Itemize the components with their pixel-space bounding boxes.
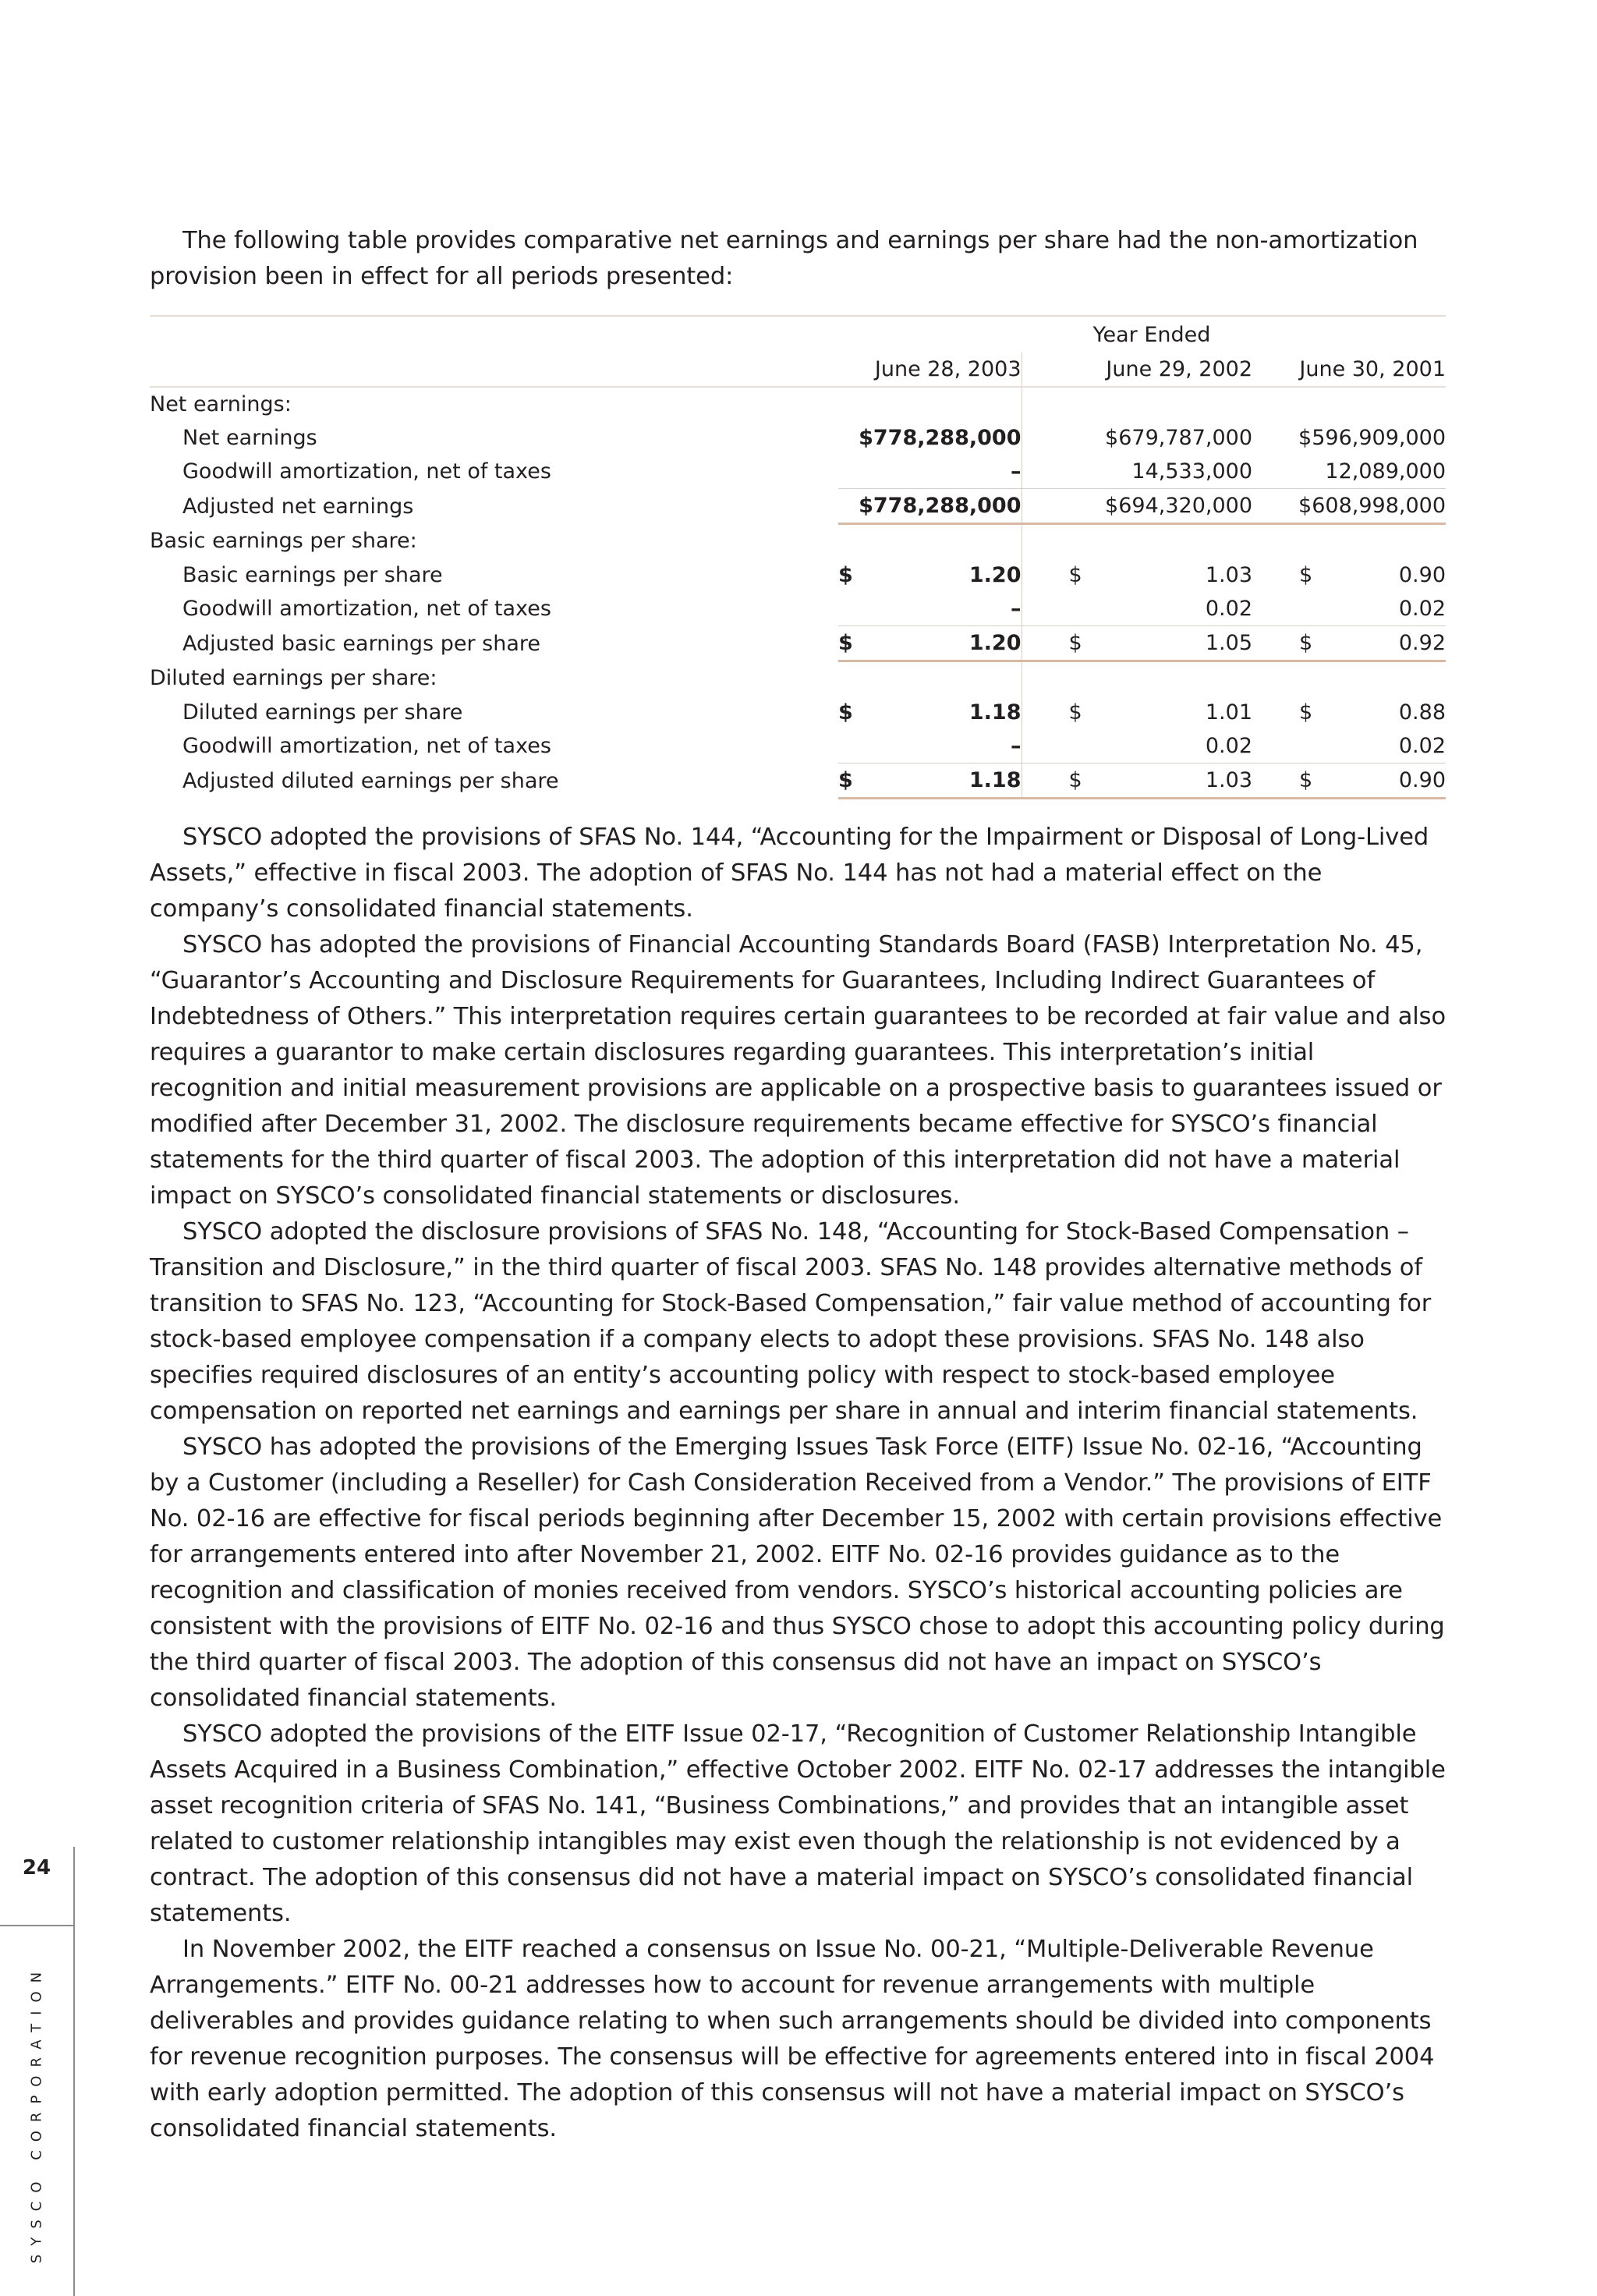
col-header-2001: June 30, 2001 bbox=[1252, 353, 1446, 387]
cell-value: 14,533,000 bbox=[1131, 459, 1252, 484]
row-label: Adjusted net earnings bbox=[182, 494, 414, 519]
cell-value: 0.02 bbox=[1398, 734, 1446, 758]
row-label: Goodwill amortization, net of taxes bbox=[182, 734, 551, 759]
currency-symbol: $ bbox=[1068, 768, 1082, 792]
cell-value: $778,288,000 bbox=[838, 421, 1022, 455]
page-content bbox=[150, 223, 1446, 2147]
cell-total: $ 1.18 bbox=[838, 764, 1022, 799]
cell-value: $ 1.03 bbox=[1022, 558, 1252, 592]
row-label: Net earnings bbox=[182, 426, 317, 450]
cell-value: $ 1.01 bbox=[1022, 696, 1252, 729]
row-label: Adjusted diluted earnings per share bbox=[182, 768, 559, 793]
cell-value: $ 0.88 bbox=[1252, 696, 1446, 729]
intro-paragraph: The following table provides comparative net earnings and earnings per share had the non-amortization provision been in effect for all periods presented: bbox=[150, 227, 1418, 290]
currency-symbol: $ bbox=[838, 563, 853, 587]
cell-value: $ 1.20 bbox=[838, 558, 1022, 592]
currency-symbol: $ bbox=[838, 700, 853, 725]
body-paragraph: SYSCO adopted the disclosure provisions of SFAS No. 148, “Accounting for Stock-Based Compensation – Transition and Disclosure,” in the third quarter of fiscal 2003. SFAS No. 148 provides alternative methods of transition to SFAS No. 123, “Accounting for Stock-Based Compensation,” fair value method of accounting for stock-based employee compensation if a company elects to adopt these provisions. SFAS No. 148 also specifies required disclosures of an entity’s accounting policy with respect to stock-based employee compensation on reported net earnings and earnings per share in annual and interim financial statements. bbox=[150, 1218, 1432, 1425]
row-label: Goodwill amortization, net of taxes bbox=[182, 459, 551, 484]
body-paragraph: SYSCO has adopted the provisions of Financial Accounting Standards Board (FASB) Interpretation No. 45, “Guarantor’s Accounting and Disclosure Requirements for Guarantees, Including Indirect Guarantees of Indebtedness of Others.” This interpretation requires certain guarantees to be recorded at fair value and also requires a guarantor to make certain disclosures regarding guarantees. This interpretation’s initial recognition and initial measurement provisions are applicable on a prospective basis to guarantees issued or modified after December 31, 2002. The disclosure requirements became effective for SYSCO’s financial statements for the third quarter of fiscal 2003. The adoption of this interpretation did not have a material impact on SYSCO’s consolidated financial statements or disclosures. bbox=[150, 931, 1447, 1210]
currency-symbol: $ bbox=[1068, 563, 1082, 587]
cell-value: $ 0.90 bbox=[1252, 558, 1446, 592]
cell-value: $679,787,000 bbox=[1105, 426, 1252, 450]
currency-symbol: $ bbox=[1068, 631, 1082, 655]
cell-total: $ 1.05 bbox=[1022, 626, 1252, 661]
company-name-vertical: SYSCO CORPORATION bbox=[28, 1963, 45, 2264]
year-ended-header: Year Ended bbox=[1022, 316, 1446, 353]
currency-symbol: $ bbox=[1299, 631, 1313, 655]
cell-total: $778,288,000 bbox=[838, 489, 1022, 524]
currency-symbol: $ bbox=[838, 768, 853, 792]
cell-value: 0.02 bbox=[1398, 597, 1446, 621]
body-paragraph: SYSCO adopted the provisions of SFAS No. 144, “Accounting for the Impairment or Disposal of Long-Lived Assets,” effective in fiscal 2003. The adoption of SFAS No. 144 has not had a material effect on the company’s consolidated financial statements. bbox=[150, 824, 1429, 923]
cell-value: – bbox=[838, 729, 1022, 764]
body-paragraph: SYSCO has adopted the provisions of the Emerging Issues Task Force (EITF) Issue No. 02-16, “Accounting by a Customer (including a Reseller) for Cash Consideration Received from a Vendor.” The provisions of EITF No. 02-16 are effective for fiscal periods beginning after December 15, 2002 with certain provisions effective for arrangements entered into after November 21, 2002. EITF No. 02-16 provides guidance as to the recognition and classification of monies received from vendors. SYSCO’s historical accounting policies are consistent with the provisions of EITF No. 02-16 and thus SYSCO chose to adopt this accounting policy during the third quarter of fiscal 2003. The adoption of this consensus did not have an impact on SYSCO’s consolidated financial statements. bbox=[150, 1433, 1445, 1712]
section-heading-basic-eps: Basic earnings per share: bbox=[150, 529, 417, 554]
currency-symbol: $ bbox=[1299, 700, 1313, 725]
cell-value: 12,089,000 bbox=[1325, 459, 1446, 484]
col-header-2002: June 29, 2002 bbox=[1022, 353, 1252, 387]
currency-symbol: $ bbox=[838, 631, 853, 655]
sidebar-divider bbox=[73, 1847, 75, 2296]
cell-value: – bbox=[838, 455, 1022, 489]
currency-symbol: $ bbox=[1068, 700, 1082, 725]
cell-value: 0.02 bbox=[1205, 734, 1252, 758]
cell-total: $694,320,000 bbox=[1022, 489, 1252, 524]
row-label: Diluted earnings per share bbox=[182, 700, 463, 725]
row-label: Goodwill amortization, net of taxes bbox=[182, 597, 551, 622]
cell-total: $ 1.20 bbox=[838, 626, 1022, 661]
cell-value: $596,909,000 bbox=[1298, 426, 1446, 450]
cell-total: $ 1.03 bbox=[1022, 764, 1252, 799]
cell-value: $ 1.18 bbox=[838, 696, 1022, 729]
cell-value: – bbox=[838, 592, 1022, 626]
cell-value: 0.02 bbox=[1205, 597, 1252, 621]
body-paragraph: In November 2002, the EITF reached a consensus on Issue No. 00-21, “Multiple-Deliverable Revenue Arrangements.” EITF No. 00-21 addresses how to account for revenue arrangements with multiple deliverables and provides guidance relating to when such arrangements should be divided into components for revenue recognition purposes. The consensus will be effective for agreements entered into in fiscal 2004 with early adoption permitted. The adoption of this consensus will not have a material impact on SYSCO’s consolidated financial statements. bbox=[150, 1936, 1435, 2142]
cell-total: $ 0.90 bbox=[1252, 764, 1446, 799]
cell-total: $ 0.92 bbox=[1252, 626, 1446, 661]
section-heading-net-earnings: Net earnings: bbox=[150, 392, 292, 416]
earnings-comparison-table bbox=[150, 315, 1446, 799]
currency-symbol: $ bbox=[1299, 768, 1313, 792]
currency-symbol: $ bbox=[1299, 563, 1313, 587]
row-label: Basic earnings per share bbox=[182, 563, 443, 587]
row-label: Adjusted basic earnings per share bbox=[182, 631, 540, 656]
page-number: 24 bbox=[22, 1856, 51, 1880]
body-paragraph: SYSCO adopted the provisions of the EITF Issue 02-17, “Recognition of Customer Relationship Intangible Assets Acquired in a Business Combination,” effective October 2002. EITF No. 02-17 addresses the intangible asset recognition criteria of SFAS No. 141, “Business Combinations,” and provides that an intangible asset related to customer relationship intangibles may exist even though the relationship is not evidenced by a contract. The adoption of this consensus did not have a material impact on SYSCO’s consolidated financial statements. bbox=[150, 1720, 1446, 1927]
cell-total: $608,998,000 bbox=[1252, 489, 1446, 524]
section-heading-diluted-eps: Diluted earnings per share: bbox=[150, 666, 437, 691]
col-header-2003: June 28, 2003 bbox=[838, 353, 1022, 387]
page-number-divider bbox=[0, 1925, 73, 1926]
